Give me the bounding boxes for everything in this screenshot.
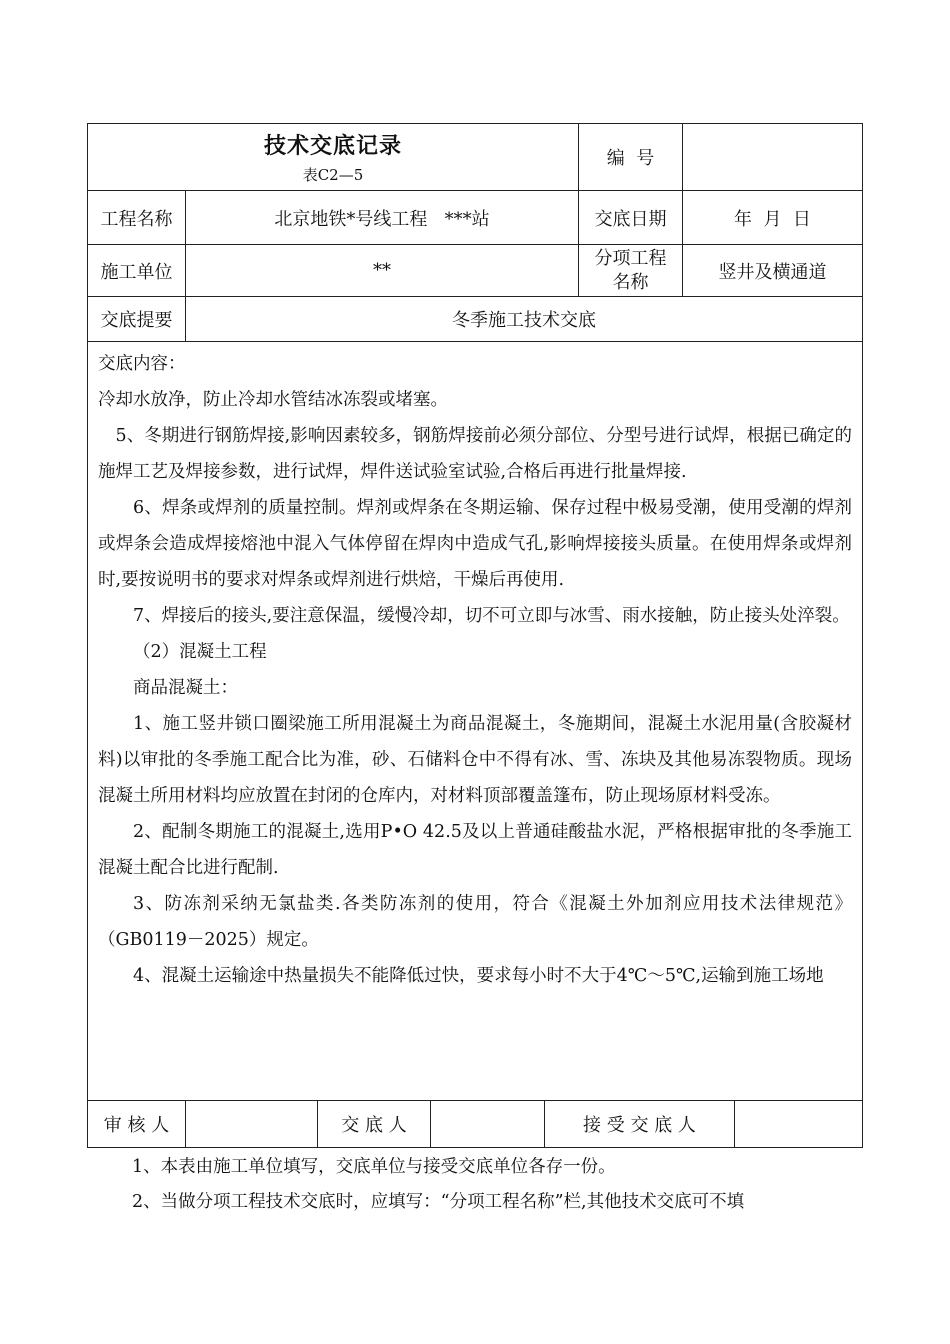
- technical-disclosure-form: [87, 123, 863, 1148]
- construction-unit-value: **: [186, 245, 579, 296]
- discloser-signature[interactable]: [431, 1101, 545, 1147]
- header-row: [88, 124, 862, 191]
- content-row: [88, 342, 862, 1101]
- form-title-cell: [88, 124, 579, 190]
- content-paragraph: 3、防冻剂采纳无氯盐类.各类防冻剂的使用，符合《混凝土外加剂应用技术法律规范》（GB0119－2025）规定。: [98, 894, 852, 950]
- signature-row: [88, 1101, 862, 1147]
- content-paragraph: 4、混凝土运输途中热量损失不能降低过快，要求每小时不大于4℃～5℃,运输到施工场地: [133, 966, 824, 986]
- content-heading: 交底内容：: [98, 354, 186, 374]
- number-value: [683, 124, 862, 190]
- summary-value: 冬季施工技术交底: [452, 310, 596, 331]
- project-name-label: 工程名称: [88, 191, 186, 244]
- sub-project-name-label: 分项工程 名称: [579, 245, 683, 296]
- reviewer-signature[interactable]: [186, 1101, 318, 1147]
- content-paragraph: 6、焊条或焊剂的质量控制。焊剂或焊条在冬期运输、保存过程中极易受潮，使用受潮的焊剂或焊条会造成焊接熔池中混入气体停留在焊肉中造成气孔,影响焊接接头质量。在使用焊条或焊剂时,要按说明书的要求对焊条或焊剂进行烘焙，干燥后再使用.: [98, 498, 852, 590]
- disclosure-content: [88, 342, 862, 1000]
- note-item: 2、当做分项工程技术交底时，应填写：“分项工程名称”栏,其他技术交底可不填: [132, 1192, 745, 1212]
- content-paragraph: 冷却水放净，防止冷却水管结冰冻裂或堵塞。: [98, 390, 448, 410]
- project-row: [88, 191, 862, 245]
- project-name-value: 北京地铁*号线工程 ***站: [186, 191, 579, 244]
- content-paragraph: 2、配制冬期施工的混凝土,选用P•O 42.5及以上普通硅酸盐水泥，严格根据审批的冬季施工混凝土配合比进行配制.: [98, 822, 852, 878]
- form-code: 表C2—5: [302, 166, 364, 184]
- form-title: 技术交底记录: [263, 133, 402, 159]
- sub-project-name-value: 竖井及横通道: [718, 261, 827, 283]
- discloser-label: 交 底 人: [318, 1101, 431, 1147]
- construction-unit-label: 施工单位: [88, 245, 186, 296]
- disclosure-date-value: 年 月 日: [734, 208, 811, 230]
- form-notes: [97, 1150, 857, 1220]
- unit-row: [88, 245, 862, 297]
- number-label: 编 号: [579, 124, 683, 190]
- content-subheading: （2）混凝土工程: [133, 642, 267, 662]
- summary-label: 交底提要: [88, 297, 186, 341]
- disclosure-date-label: 交底日期: [579, 191, 683, 244]
- receiver-label: 接 受 交 底 人: [545, 1101, 735, 1147]
- summary-row: [88, 297, 862, 342]
- content-paragraph: 5、冬期进行钢筋焊接,影响因素较多，钢筋焊接前必须分部位、分型号进行试焊，根据已确定的施焊工艺及焊接参数，进行试焊，焊件送试验室试验,合格后再进行批量焊接.: [98, 426, 852, 482]
- reviewer-label: 审 核 人: [88, 1101, 186, 1147]
- note-item: 1、本表由施工单位填写，交底单位与接受交底单位各存一份。: [132, 1157, 616, 1177]
- receiver-signature[interactable]: [735, 1101, 862, 1147]
- content-paragraph: 1、施工竖井锁口圈梁施工所用混凝土为商品混凝土，冬施期间，混凝土水泥用量(含胶凝材料)以审批的冬季施工配合比为准，砂、石储料仓中不得有冰、雪、冻块及其他易冻裂物质。现场混凝土所用材料均应放置在封闭的仓库内，对材料顶部覆盖篷布，防止现场原材料受冻。: [98, 714, 852, 806]
- content-paragraph: 7、焊接后的接头,要注意保温，缓慢冷却，切不可立即与冰雪、雨水接触，防止接头处淬裂。: [133, 606, 850, 626]
- content-subheading: 商品混凝土：: [133, 678, 238, 698]
